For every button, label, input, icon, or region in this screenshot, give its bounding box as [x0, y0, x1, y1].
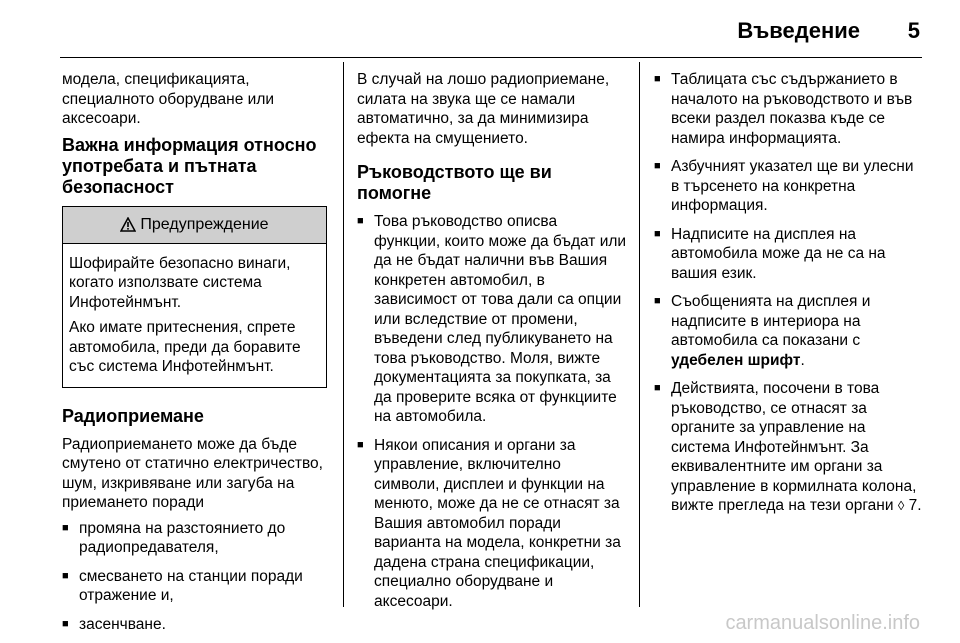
manual-help-list: [357, 212, 627, 611]
list-item: ■ Таблицата със съдържанието в началото на ръководството и във всеки раздел показва къде се намира информацията.: [654, 70, 926, 148]
page-reference-icon: ◊: [897, 498, 905, 513]
item-text: Съобщенията на дисплея и надписите в интериора на автомобила са показани с: [671, 293, 871, 349]
list-item: [654, 292, 926, 370]
warning-box: [62, 206, 327, 388]
warning-body: [63, 244, 326, 387]
warning-header: [63, 207, 326, 244]
item-text: Действията, посочени в това ръководство, се отнасят за органите за управление на система Инфотейнмънт. За еквивалентните им органи за управление в кормилната колона, вижте прегледа на тези органи: [671, 380, 917, 514]
safety-heading: Важна информация относно употребата и пътната безопасност: [62, 134, 317, 197]
radio-continuation-paragraph: В случай на лошо радиоприемане, силата на звука ще се намали автоматично, за да минимизира ефекта на смущението.: [357, 71, 610, 147]
item-end: .: [800, 351, 805, 369]
list-item: [654, 379, 926, 516]
radio-paragraph: Радиоприемането може да бъде смутено от статично електричество, шум, изкривяване или загуба на приемането поради: [62, 435, 323, 511]
page-number: 5: [907, 18, 920, 43]
radio-heading: Радиоприемане: [62, 405, 204, 426]
warning-triangle-icon: [120, 217, 136, 232]
bold-font-term: удебелен шрифт: [671, 351, 801, 369]
page-header: [0, 0, 960, 62]
list-item: ■ Надписите на дисплея на автомобила може да не са на вашия език.: [654, 225, 926, 284]
list-item: ■ засенчване.: [62, 615, 327, 635]
list-item: ■ смесването на станции поради отражение и,: [62, 567, 327, 606]
column-divider-2: [639, 62, 640, 607]
radio-list: [62, 519, 327, 635]
column-1: [62, 70, 327, 643]
warning-text-1: Шофирайте безопасно винаги, когато използвате система Инфотейнмънт.: [69, 254, 291, 311]
column-3: [654, 70, 926, 525]
manual-help-heading: Ръководството ще ви помогне: [357, 162, 552, 203]
intro-paragraph: модела, спецификацията, специалното оборудване или аксесоари.: [62, 71, 275, 127]
warning-title: Предупреждение: [140, 215, 269, 233]
section-title: Въведение: [737, 18, 860, 43]
list-item: ■ Някои описания и органи за управление, включително символи, дисплеи и функции на менюто, може да не се отнасят за Вашия автомобил поради варианта на модела, конкретни за дадена страна спецификации, специално оборудване и аксесоари.: [357, 436, 627, 612]
page-reference: 7.: [908, 497, 922, 514]
column-2: [357, 70, 627, 620]
list-item: ■ Това ръководство описва функции, които може да бъдат или да не бъдат налични във Вашия конкретен автомобил, в зависимост от това дали са опции или вследствие от промени, въведени след публикуването на това ръководство. Моля, вижте документацията за покупката, за да проверите всяка от функциите на автомобила.: [357, 212, 627, 427]
column-divider-1: [343, 62, 344, 607]
manual-help-list-continued: [654, 70, 926, 516]
warning-text-2: Ако имате притеснения, спрете автомобила, преди да боравите със система Инфотейнмънт.: [69, 319, 301, 375]
list-item: ■ промяна на разстоянието до радиопредавателя,: [62, 519, 327, 558]
list-item: ■ Азбучният указател ще ви улесни в търсенето на конкретна информация.: [654, 157, 926, 216]
header-divider: [60, 57, 922, 58]
watermark: carmanualsonline.info: [725, 612, 920, 634]
